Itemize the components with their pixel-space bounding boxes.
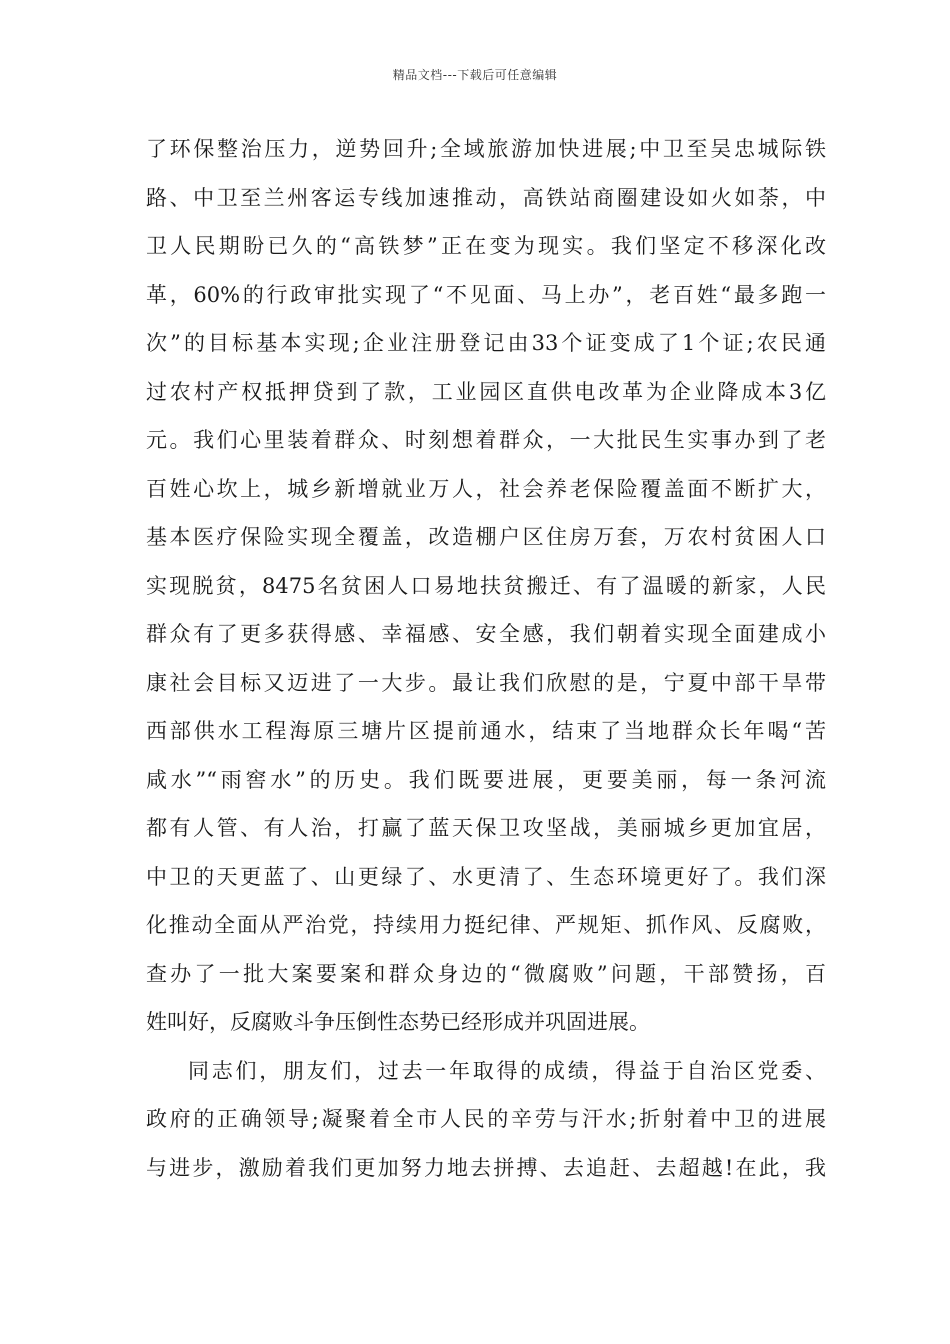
text-line: 百姓心坎上，城乡新增就业万人，社会养老保险覆盖面不断扩大， [146, 476, 826, 501]
text-line: 姓叫好，反腐败斗争压倒性态势已经形成并巩固进展。 [146, 1010, 650, 1034]
text-line: 康社会目标又迈进了一大步。最让我们欣慰的是，宁夏中部干旱带 [146, 670, 826, 695]
text-line: 卫人民期盼已久的“高铁梦”正在变为现实。我们坚定不移深化改 [146, 234, 826, 258]
text-line: 西部供水工程海原三塘片区提前通水，结束了当地群众长年喝“苦 [146, 719, 826, 743]
text-line: 实现脱贫，8475名贫困人口易地扶贫搬迁、有了温暖的新家，人民 [146, 573, 826, 598]
text-line: 革，60%的行政审批实现了“不见面、马上办”，老百姓“最多跑一 [146, 282, 826, 307]
text-line: 政府的正确领导;凝聚着全市人民的辛劳与汗水;折射着中卫的进展 [146, 1107, 826, 1131]
text-line: 同志们，朋友们，过去一年取得的成绩，得益于自治区党委、 [188, 1058, 826, 1083]
text-line: 都有人管、有人治，打赢了蓝天保卫攻坚战，美丽城乡更加宜居， [146, 816, 826, 840]
paragraph-2 [146, 1047, 826, 1193]
text-line: 了环保整治压力，逆势回升;全域旅游加快进展;中卫至吴忠城际铁 [146, 137, 826, 161]
text-line: 次”的目标基本实现;企业注册登记由33个证变成了1个证;农民通 [146, 331, 826, 355]
text-line: 群众有了更多获得感、幸福感、安全感，我们朝着实现全面建成小 [146, 622, 826, 646]
text-line: 元。我们心里装着群众、时刻想着群众，一大批民生实事办到了老 [146, 428, 826, 452]
text-line: 化推动全面从严治党，持续用力挺纪律、严规矩、抓作风、反腐败， [146, 913, 826, 937]
text-line: 咸水”“雨窖水”的历史。我们既要进展，更要美丽，每一条河流 [146, 767, 826, 792]
paragraph-1 [146, 125, 826, 1047]
page-header: 精品文档---下载后可任意编辑 [392, 68, 558, 82]
text-line: 过农村产权抵押贷到了款，工业园区直供电改革为企业降成本3亿 [146, 379, 826, 404]
text-line: 路、中卫至兰州客运专线加速推动，高铁站商圈建设如火如荼，中 [146, 185, 826, 210]
text-line: 与进步，激励着我们更加努力地去拼搏、去追赶、去超越!在此，我 [146, 1155, 826, 1180]
text-line: 查办了一批大案要案和群众身边的“微腐败”问题，干部赞扬，百 [146, 961, 826, 986]
text-line: 基本医疗保险实现全覆盖，改造棚户区住房万套，万农村贫困人口 [146, 525, 826, 549]
document-body [146, 125, 826, 1192]
text-line: 中卫的天更蓝了、山更绿了、水更清了、生态环境更好了。我们深 [146, 864, 826, 889]
